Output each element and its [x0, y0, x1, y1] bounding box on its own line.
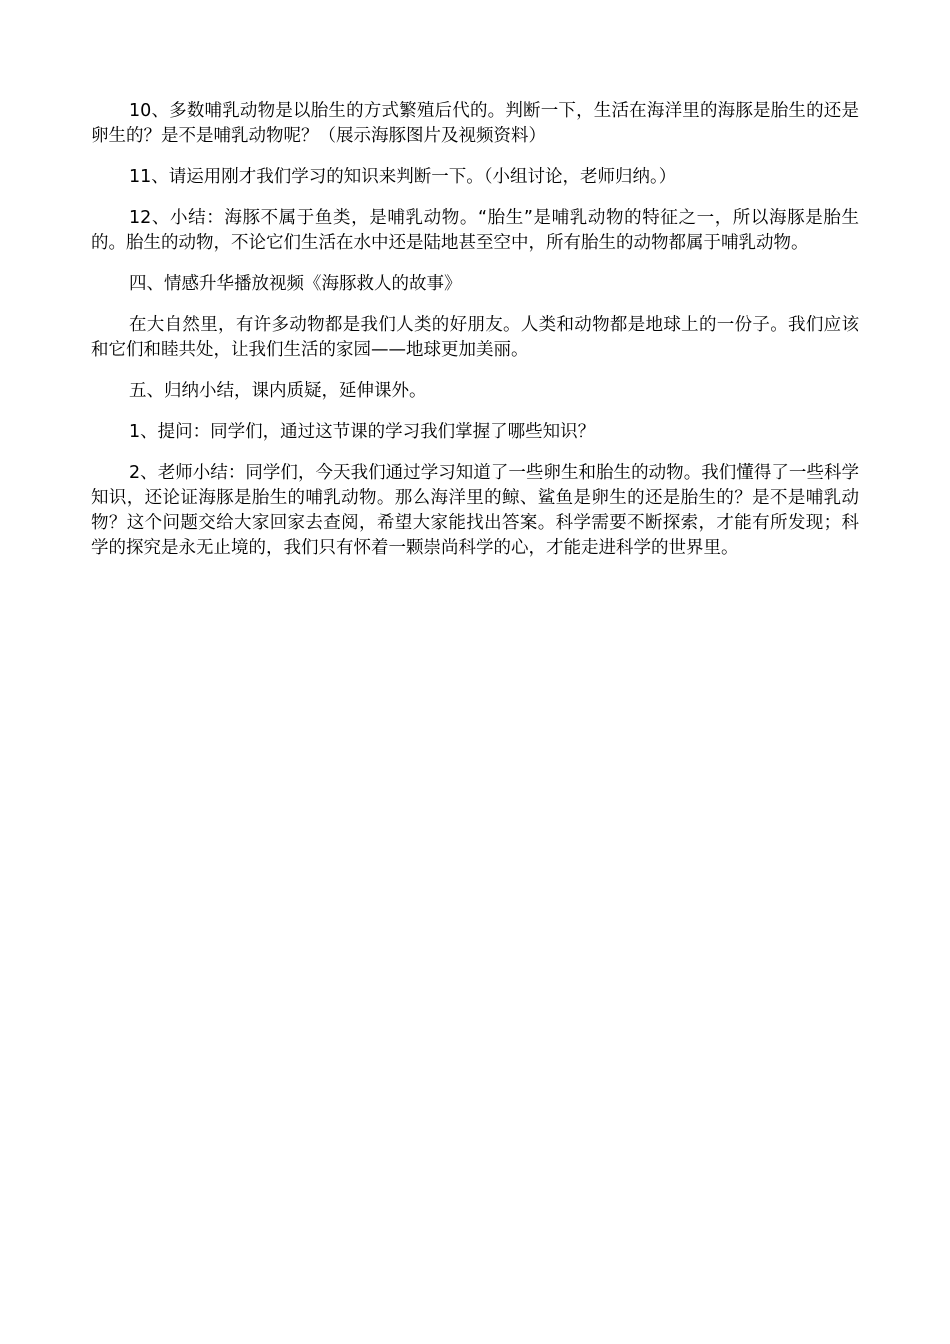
paragraph-item-11: 11、请运用刚才我们学习的知识来判断一下。（小组讨论，老师归纳。） [129, 167, 677, 187]
section-heading-four: 四、情感升华播放视频《海豚救人的故事》 [129, 274, 462, 294]
paragraph-nature: 在大自然里，有许多动物都是我们人类的好朋友。人类和动物都是地球上的一份子。我们应该和它们和睦共处，让我们生活的家园——地球更加美丽。 [91, 315, 859, 360]
paragraph-item-10: 10、多数哺乳动物是以胎生的方式繁殖后代的。判断一下，生活在海洋里的海豚是胎生的还是卵生的？是不是哺乳动物呢？（展示海豚图片及视频资料） [91, 101, 859, 146]
section-heading-five: 五、归纳小结，课内质疑，延伸课外。 [129, 381, 427, 401]
paragraph-summary-12: 12、小结：海豚不属于鱼类，是哺乳动物。“胎生”是哺乳动物的特征之一，所以海豚是胎生的。胎生的动物，不论它们生活在水中还是陆地甚至空中，所有胎生的动物都属于哺乳动物。 [91, 208, 859, 253]
document-body [91, 99, 859, 577]
paragraph-teacher-summary-2: 2、老师小结：同学们，今天我们通过学习知道了一些卵生和胎生的动物。我们懂得了一些科学知识，还论证海豚是胎生的哺乳动物。那么海洋里的鲸、鲨鱼是卵生的还是胎生的？是不是哺乳动物？这个问题交给大家回家去查阅，希望大家能找出答案。科学需要不断探索，才能有所发现；科学的探究是永无止境的，我们只有怀着一颗崇尚科学的心，才能走进科学的世界里。 [91, 463, 859, 558]
paragraph-question-1: 1、提问：同学们，通过这节课的学习我们掌握了哪些知识？ [129, 422, 596, 442]
